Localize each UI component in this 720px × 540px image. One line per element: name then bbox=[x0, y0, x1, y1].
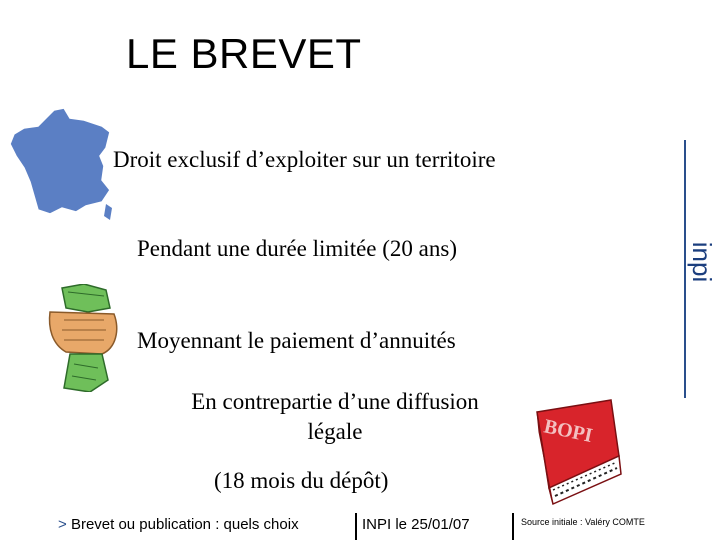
money-fist-icon bbox=[44, 284, 124, 392]
inpi-logo: inpi bbox=[687, 241, 717, 283]
bullet-exclusive-right: Droit exclusif d’exploiter sur un territoire bbox=[113, 147, 496, 172]
footer-arrow-icon: > bbox=[58, 516, 67, 533]
footer-divider bbox=[512, 513, 514, 540]
footer-date: INPI le 25/01/07 bbox=[362, 516, 470, 533]
footer-title bbox=[58, 516, 299, 533]
slide-title: LE BREVET bbox=[126, 30, 362, 77]
bullet-annuities: Moyennant le paiement d’annuités bbox=[137, 328, 456, 353]
footer-divider bbox=[355, 513, 357, 540]
bullet-limited-duration: Pendant une durée limitée (20 ans) bbox=[137, 236, 457, 261]
bullet-legal-diffusion: En contrepartie d’une diffusion légale bbox=[191, 389, 479, 444]
footer-title-text: Brevet ou publication : quels choix bbox=[70, 516, 299, 533]
france-map-icon bbox=[6, 104, 118, 222]
bopi-book-icon bbox=[525, 392, 625, 512]
bopi-label: BOPI bbox=[541, 415, 595, 448]
footer-source: Source initiale : Valéry COMTE bbox=[521, 517, 645, 527]
bullet-18-months: (18 mois du dépôt) bbox=[214, 468, 389, 493]
